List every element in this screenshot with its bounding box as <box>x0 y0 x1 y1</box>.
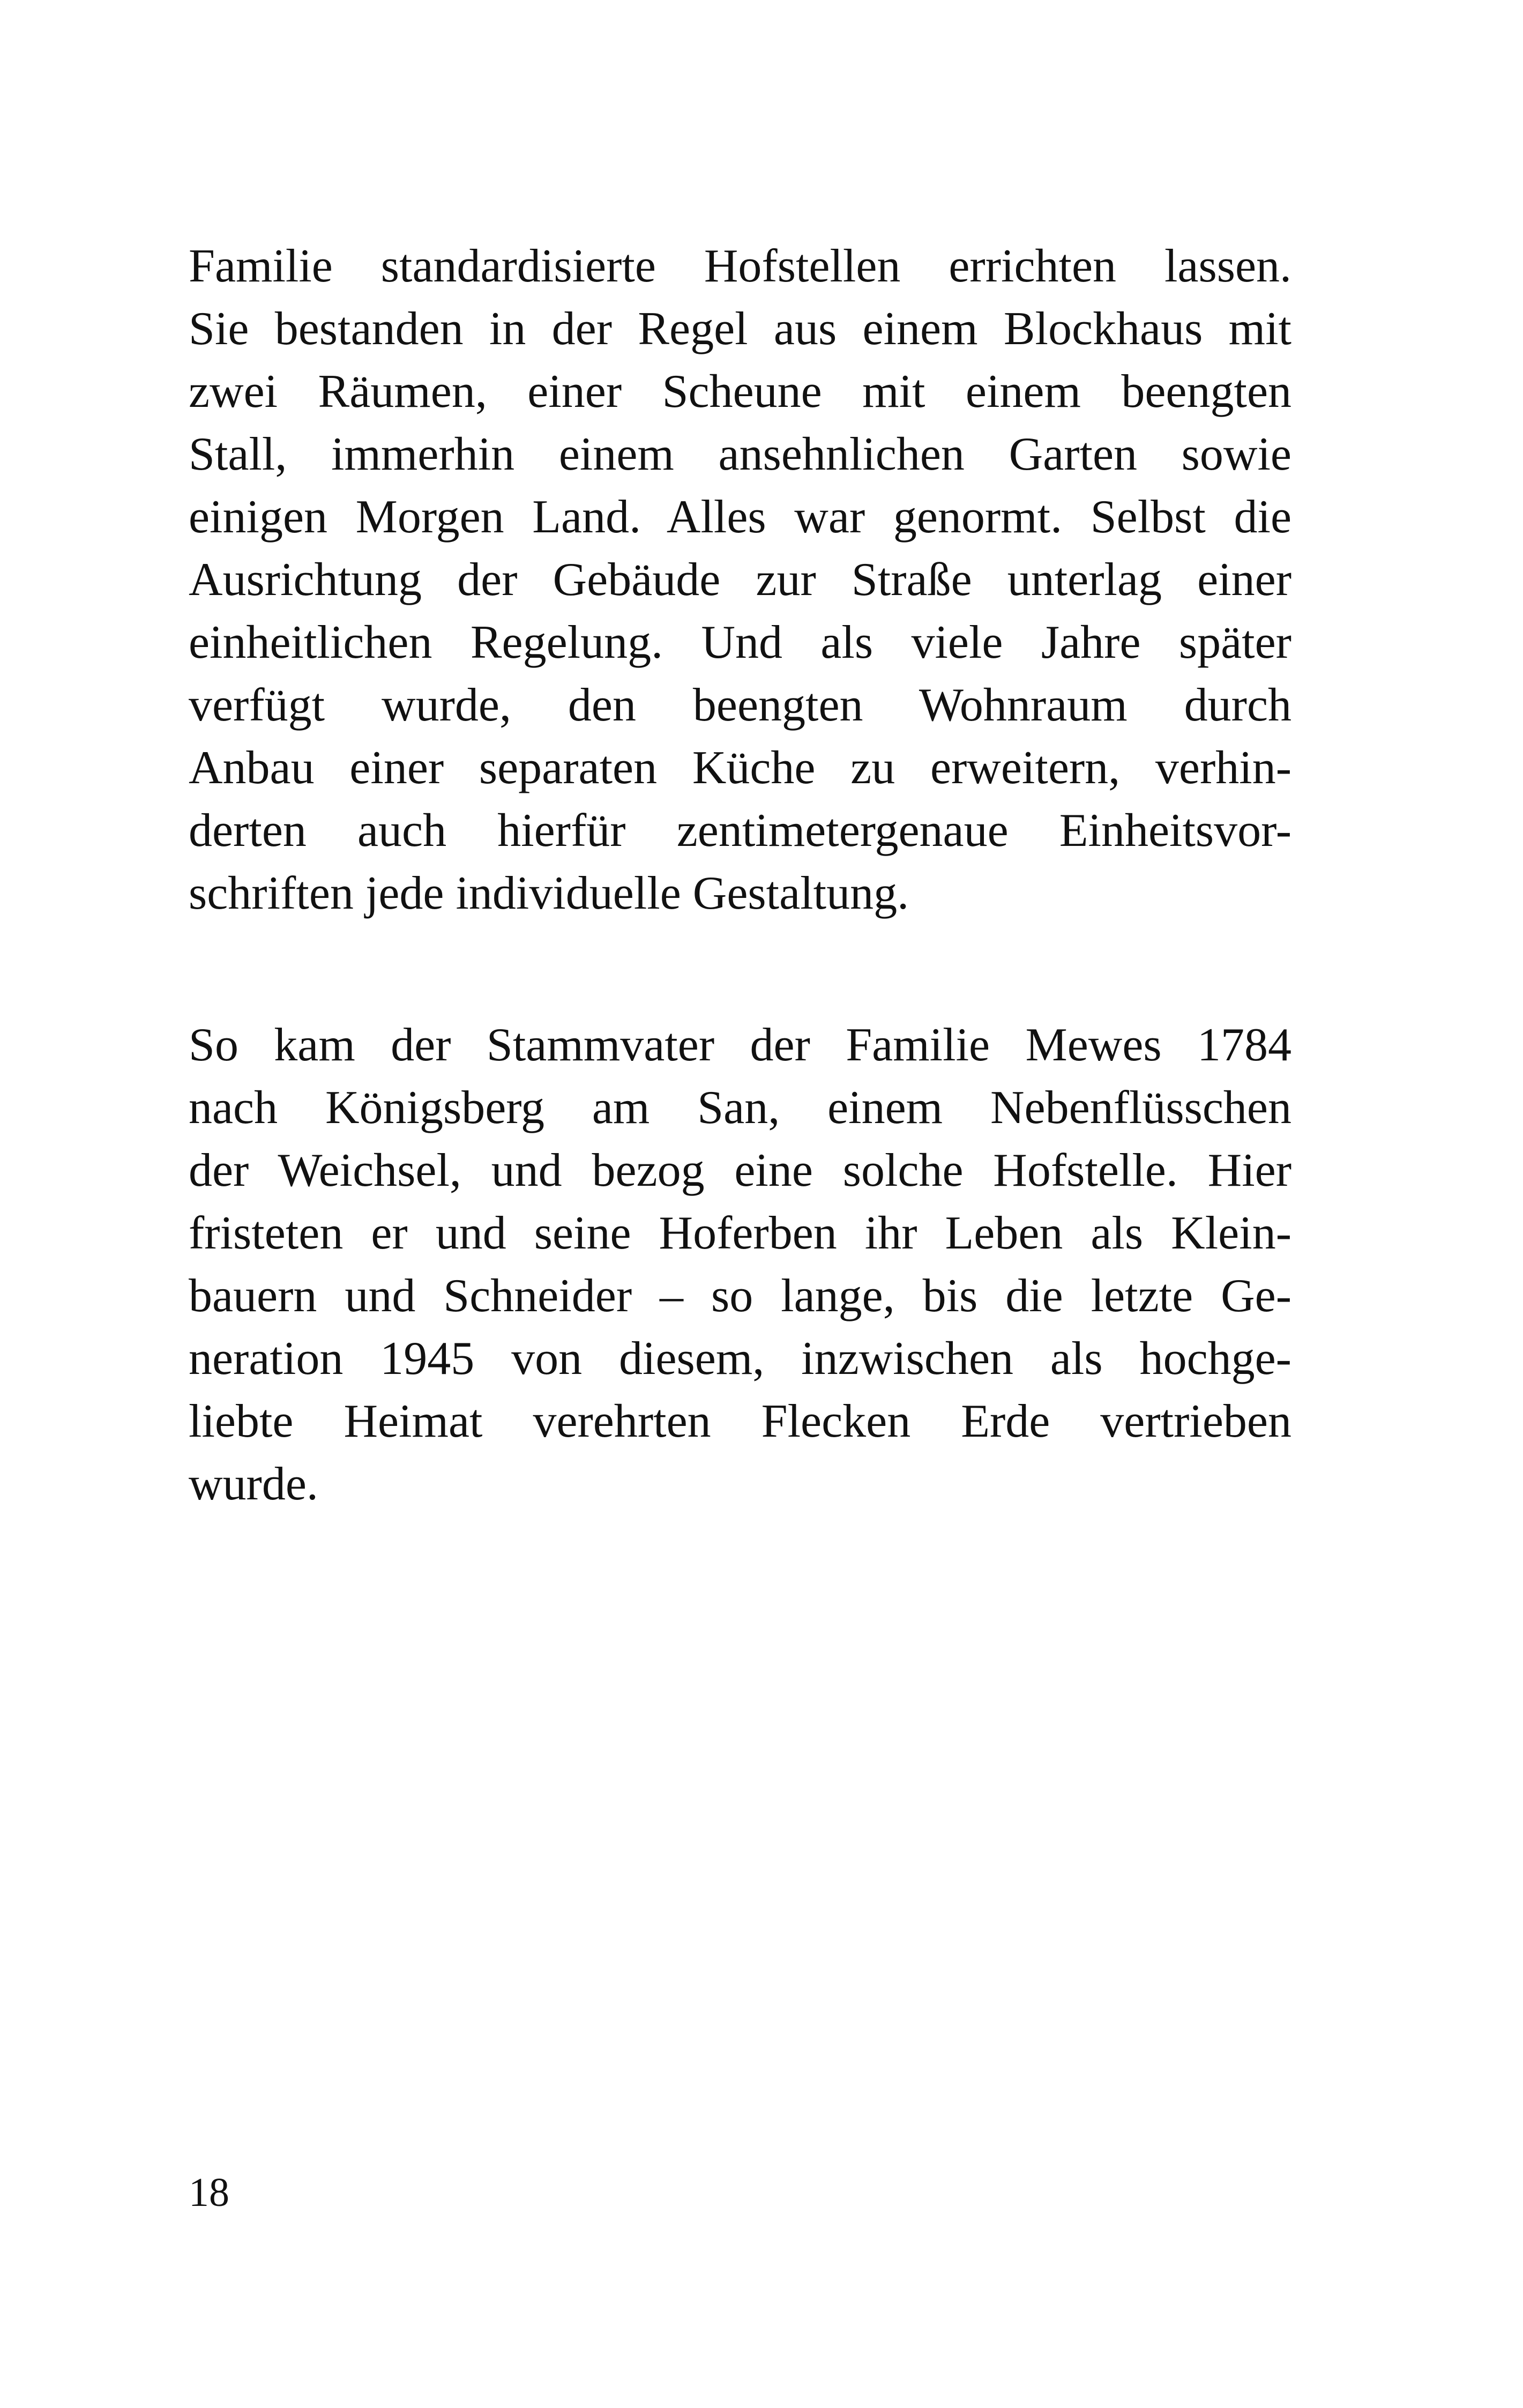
text-line: neration 1945 von diesem, inzwischen als hochge- <box>189 1333 1291 1385</box>
text-line: Anbau einer separaten Küche zu erweitern, verhin- <box>189 742 1291 794</box>
text-line: einigen Morgen Land. Alles war genormt. Selbst die <box>189 491 1291 543</box>
text-line: liebte Heimat verehrten Flecken Erde vertrieben <box>189 1395 1291 1447</box>
text-line: Sie bestanden in der Regel aus einem Blockhaus mit <box>189 303 1291 355</box>
text-line: wurde. <box>189 1458 318 1510</box>
text-line: bauern und Schneider – so lange, bis die letzte Ge- <box>189 1270 1291 1322</box>
text-line: zwei Räumen, einer Scheune mit einem beengten <box>189 366 1291 418</box>
paragraph-1 <box>189 235 1291 925</box>
text-line: derten auch hierfür zentimetergenaue Einheitsvor- <box>189 805 1291 857</box>
text-line: nach Königsberg am San, einem Nebenflüsschen <box>189 1082 1291 1134</box>
text-line: Stall, immerhin einem ansehnlichen Garten sowie <box>189 428 1291 480</box>
text-line: fristeten er und seine Hoferben ihr Leben als Klein- <box>189 1207 1291 1259</box>
page-number: 18 <box>189 2170 229 2215</box>
text-line: verfügt wurde, den beengten Wohnraum durch <box>189 679 1291 731</box>
text-line: schriften jede individuelle Gestaltung. <box>189 867 909 919</box>
text-line: So kam der Stammvater der Familie Mewes 1784 <box>189 1019 1291 1071</box>
text-line: Familie standardisierte Hofstellen errichten lassen. <box>189 240 1291 292</box>
text-line: Ausrichtung der Gebäude zur Straße unterlag einer <box>189 554 1291 606</box>
text-line: einheitlichen Regelung. Und als viele Jahre später <box>189 616 1291 668</box>
paragraph-2 <box>189 1014 1291 1515</box>
text-line: der Weichsel, und bezog eine solche Hofstelle. Hier <box>189 1144 1291 1196</box>
